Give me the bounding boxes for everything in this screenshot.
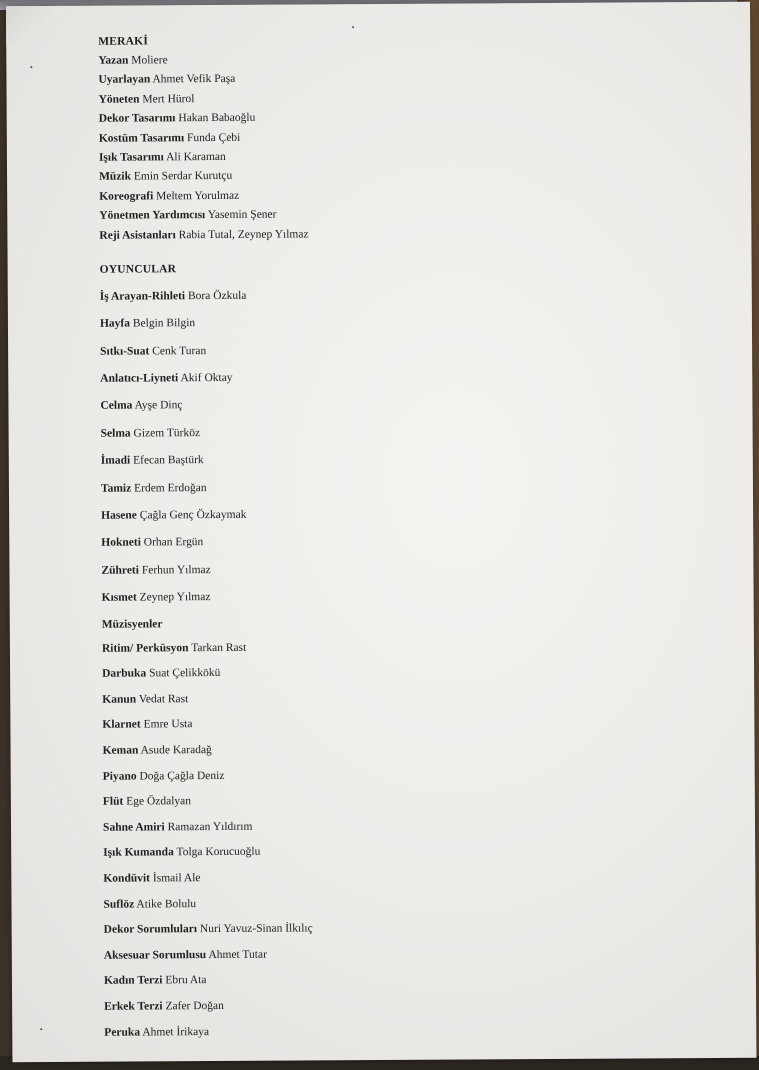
credit-row-role: Müzik (99, 170, 132, 184)
credit-row-role: Işık Tasarımı (98, 151, 164, 164)
cast-heading: OYUNCULAR (99, 263, 177, 276)
cast-row-role: Hayfa (99, 317, 131, 331)
cast-list (100, 280, 662, 612)
cast-row-person: Bora Özkula (187, 289, 247, 303)
cast-row-role: İmadi (100, 454, 131, 467)
crew-row-person: Asude Karadağ (140, 743, 212, 757)
paper-sheet (6, 2, 756, 1063)
credit-row-person: Hakan Babaoğlu (178, 111, 256, 125)
cast-row-person: Zeynep Yılmaz (139, 591, 211, 604)
crew-row-person: Suat Çelikkökü (149, 667, 221, 680)
crew-row-role: Dekor Sorumluları (103, 923, 198, 936)
crew-row (102, 684, 662, 713)
crew-row (103, 786, 663, 815)
credit-row-role: Kostüm Tasarımı (98, 131, 185, 145)
crew-row-role: Kanun (102, 693, 137, 706)
cast-row-role: Hokneti (101, 536, 141, 550)
crew-row-person: Ahmet Tutar (208, 948, 267, 961)
paper-corner-fold (6, 6, 66, 46)
crew-row-role: Darbuka (102, 667, 147, 680)
cast-row-person: Akif Oktay (180, 371, 233, 385)
musicians-heading: Müzisyenler (101, 617, 163, 631)
cast-row (101, 472, 661, 503)
crew-row-role: Kondüvit (103, 872, 151, 885)
paper-speck (40, 1028, 42, 1030)
crew-row (104, 940, 664, 969)
cast-row-person: Ferhun Yılmaz (141, 563, 211, 577)
crew-row-person: İsmail Ale (152, 872, 201, 885)
cast-row (101, 527, 661, 558)
cast-row-person: Efecan Baştürk (133, 454, 204, 467)
cast-row (101, 417, 661, 448)
crew-row-person: Vedat Rast (138, 692, 189, 706)
cast-row-person: Gizem Türköz (133, 426, 201, 440)
crew-row (102, 710, 662, 739)
cast-row-person: Belgin Bilgin (132, 317, 196, 330)
credit-row-person: Emin Serdar Kurutçu (133, 170, 233, 183)
crew-row (103, 863, 663, 892)
cast-row-person: Ayşe Dinç (134, 399, 183, 412)
crew-row-person: Tarkan Rast (191, 641, 247, 654)
credit-row-person: Yasemin Şener (207, 208, 277, 222)
crew-row-person: Atike Bolulu (136, 897, 197, 911)
crew-row-role: Keman (102, 744, 139, 757)
credit-row-role: Dekor Tasarımı (98, 112, 176, 125)
credit-row-person: Ahmet Vefik Paşa (152, 73, 236, 86)
crew-row-role: Peruka (104, 1025, 141, 1039)
crew-row (103, 889, 663, 918)
cast-row-role: Selma (100, 427, 131, 440)
cast-row-role: Anlatıcı-Liyneti (100, 372, 179, 385)
program-content (98, 32, 664, 1045)
crew-row (104, 914, 664, 943)
credit-row (99, 223, 659, 246)
cast-row-role: İş Arayan-Rihleti (99, 290, 186, 303)
crew-row-role: Ritim/ Perküsyon (101, 641, 189, 655)
cast-row (101, 499, 661, 530)
credit-row-person: Funda Çebi (186, 131, 241, 144)
crew-row-person: Ebru Ata (165, 974, 207, 987)
cast-row (101, 554, 661, 585)
crew-row-person: Ramazan Yıldırım (167, 820, 253, 834)
crew-row-person: Tolga Korucuoğlu (176, 846, 261, 859)
crew-row (104, 991, 664, 1020)
production-credits (98, 48, 659, 245)
paper-speck (352, 26, 354, 28)
crew-row-person: Emre Usta (143, 718, 193, 731)
cast-row-person: Erdem Erdoğan (134, 481, 207, 495)
crew-row-role: Sahne Amiri (102, 821, 165, 834)
cast-row (100, 308, 660, 339)
credit-row-role: Reji Asistanları (99, 228, 176, 242)
crew-row (103, 838, 663, 867)
cast-row-person: Cenk Turan (152, 344, 207, 358)
play-title: MERAKİ (98, 35, 149, 48)
crew-row-role: Kadın Terzi (103, 974, 163, 988)
crew-row-role: Piyano (102, 770, 137, 783)
crew-row (102, 735, 662, 764)
credit-row-role: Yöneten (98, 93, 140, 106)
crew-row-person: Ahmet İrikaya (142, 1025, 210, 1038)
crew-row-person: Zafer Doğan (165, 999, 224, 1013)
cast-row-role: Tamiz (100, 482, 132, 495)
crew-row (104, 966, 664, 995)
credit-row-role: Uyarlayan (98, 73, 151, 87)
cast-row (100, 280, 660, 311)
musicians-crew-list (102, 633, 664, 1046)
cast-row (102, 581, 662, 612)
cast-row-role: Hasene (101, 509, 137, 522)
crew-row-person: Nuri Yavuz-Sinan İlkılıç (199, 922, 313, 936)
crew-row (103, 812, 663, 841)
crew-row (104, 1017, 664, 1046)
crew-row-role: Aksesuar Sorumlusu (103, 948, 207, 962)
credit-row-role: Koreografi (99, 190, 154, 203)
crew-row (102, 633, 662, 662)
cast-row (100, 335, 660, 366)
cast-row-role: Zühreti (101, 564, 139, 577)
cast-row-person: Orhan Ergün (143, 536, 204, 549)
crew-row-role: Flüt (102, 795, 124, 808)
cast-row-role: Sıtkı-Suat (100, 345, 150, 358)
paper-speck (30, 66, 32, 68)
cast-row (100, 390, 660, 421)
crew-row (103, 761, 663, 790)
credit-row-person: Ali Karaman (166, 150, 226, 164)
credit-row-role: Yazan (98, 54, 129, 67)
cast-row (100, 362, 660, 393)
cast-row (101, 445, 661, 476)
crew-row-role: Klarnet (102, 718, 141, 732)
credit-row-person: Rabia Tutal, Zeynep Yılmaz (178, 227, 309, 241)
cast-row-person: Çağla Genç Özkaymak (139, 508, 247, 522)
crew-row (102, 658, 662, 687)
crew-row-role: Işık Kumanda (103, 846, 174, 860)
cast-row-role: Kısmet (101, 591, 137, 604)
credit-row-person: Mert Hürol (142, 92, 195, 106)
crew-row-person: Doğa Çağla Deniz (139, 769, 225, 783)
crew-row-role: Suflöz (103, 898, 135, 911)
credit-row-role: Yönetmen Yardımcısı (99, 209, 206, 222)
crew-row-person: Ege Özdalyan (126, 795, 192, 808)
credit-row-person: Meltem Yorulmaz (156, 189, 240, 203)
crew-row-role: Erkek Terzi (104, 1000, 163, 1013)
credit-row-person: Moliere (131, 54, 168, 67)
cast-row-role: Celma (100, 399, 133, 413)
